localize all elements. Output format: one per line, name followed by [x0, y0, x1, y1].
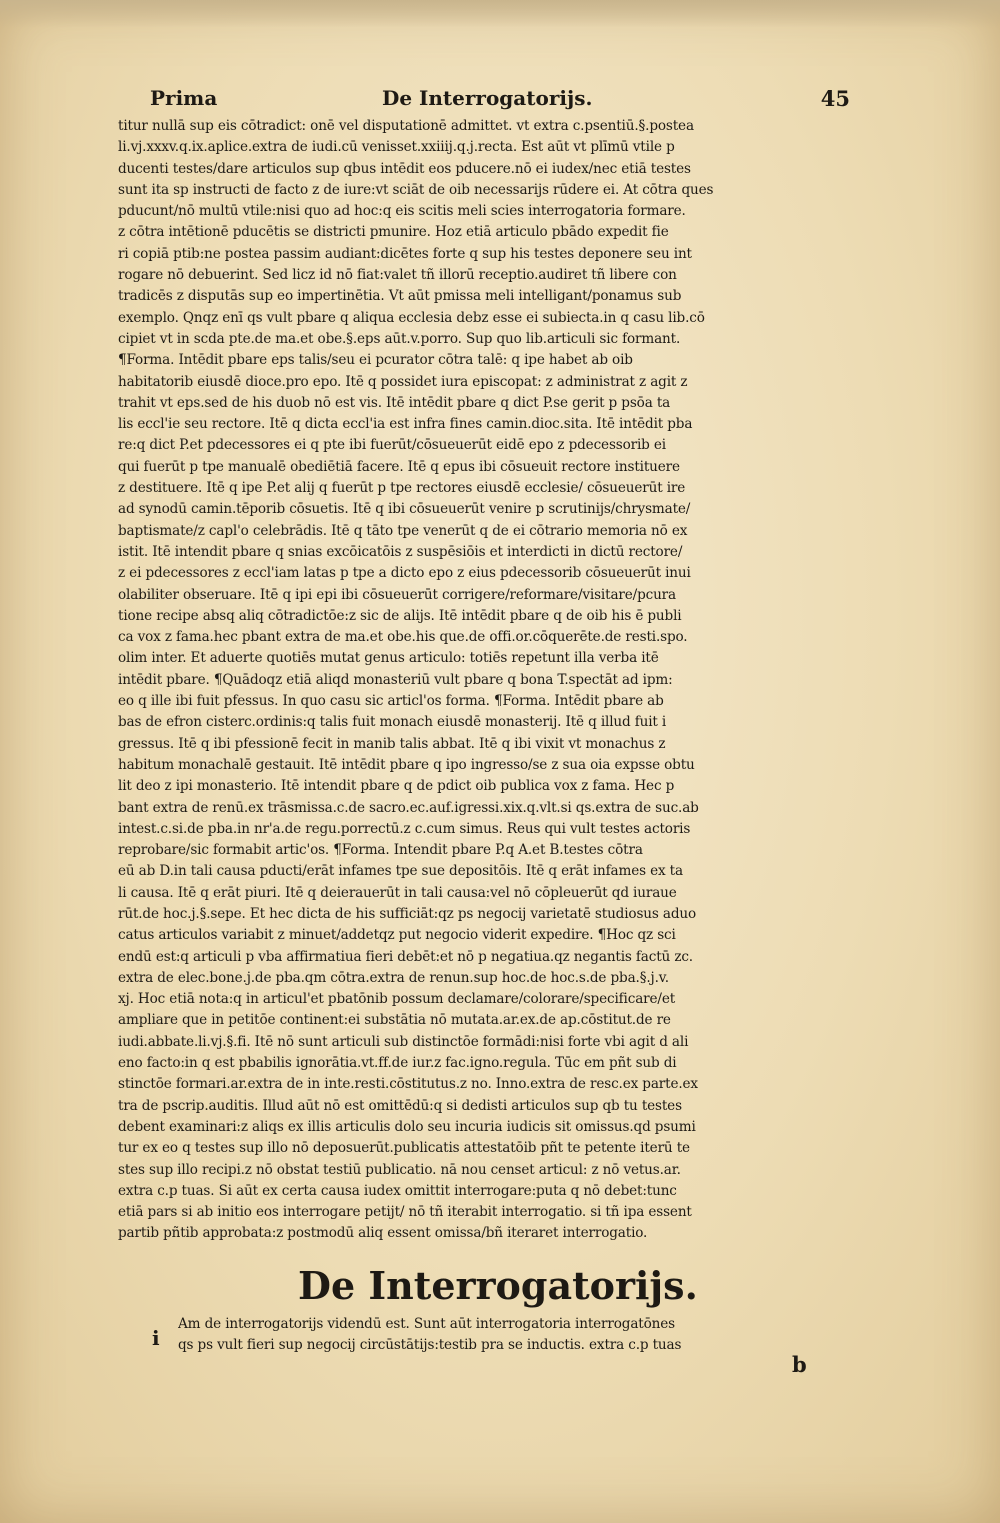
text-line: baptismate/z capl'o celebrādis. Itē q tāto tpe venerūt q de ei cōtrario memoria nō ex — [118, 522, 688, 539]
text-line: Am de interrogatorijs videndū est. Sunt aūt interrogatoria interrogatōnes — [178, 1316, 675, 1332]
text-line: olabiliter obseruare. Itē q ipi epi ibi cōsueuerūt corrigere/reformare/visitare/pcura — [118, 586, 676, 603]
text-line: lit deo z ipi monasterio. Itē intendit pbare q de pdict oib publica vox z fama. Hec p — [118, 778, 675, 795]
text-line: partib pñtib approbata:z postmodū aliq essent omissa/bñ iteraret interrogatio. — [118, 1225, 648, 1242]
text-line: tradicēs z disputās sup eo impertinētia. Vt aūt pmissa meli intelligant/ponamus sub — [118, 288, 682, 305]
text-line: eo q ille ibi fuit pfessus. In quo casu sic articl'os forma. ¶Forma. Intēdit pbare ab — [118, 693, 664, 710]
text-line: reprobare/sic formabit artic'os. ¶Forma. Intendit pbare P.q A.et B.testes cōtra — [118, 842, 643, 859]
main-text-block — [118, 116, 850, 1245]
signature-mark-right: b — [792, 1352, 807, 1377]
text-line: bas de efron cisterc.ordinis:q talis fuit monach eiusdē monasterij. Itē q illud fuit i — [118, 714, 667, 731]
header-title: De Interrogatorijs. — [382, 86, 593, 110]
text-line: z destituere. Itē q ipe P.et alij q fuerūt p tpe rectores eiusdē ecclesie/ cōsueuerūt ire — [118, 480, 686, 497]
text-line: titur nullā sup eis cōtradict: onē vel disputationē admittet. vt extra c.psentiū.§.postea — [118, 118, 694, 134]
text-line: ri copiā ptib:ne postea passim audiant:dicētes forte q sup his testes deponere seu int — [118, 245, 692, 262]
text-line: rūt.de hoc.j.§.sepe. Et hec dicta de his sufficiāt:qz ps negocij varietatē studiosus aduo — [118, 905, 697, 922]
text-line: intēdit pbare. ¶Quādoqz etiā aliqd monasteriū vult pbare q bona T.spectāt ad ipm: — [118, 671, 673, 688]
text-line: endū est:q articuli p vba affirmatiua fieri debēt:et nō p negatiua.qz negantis factū zc. — [118, 948, 693, 965]
text-line: sunt ita sp instructi de facto z de iure:vt sciāt de oib necessarijs rūdere ei. At cōtra ques — [118, 181, 714, 198]
text-line: tra de pscrip.auditis. Illud aūt nō est omittēdū:q si dedisti articulos sup qb tu testes — [118, 1097, 682, 1114]
signature-mark-left: i — [152, 1326, 160, 1350]
text-line: trahit vt eps.sed de his duob nō est vis. Itē intēdit pbare q dict P.se gerit p psōa ta — [118, 394, 671, 411]
text-line: intest.c.si.de pba.in nr'a.de regu.porrectū.z c.cum simus. Reus qui vult testes actoris — [118, 820, 691, 837]
text-line: tur ex eo q testes sup illo nō deposuerūt.publicatis attestatōib pñt te petente iterū te — [118, 1140, 690, 1157]
text-line: gressus. Itē q ibi pfessionē fecit in manib talis abbat. Itē q ibi vixit vt monachus z — [118, 735, 666, 752]
section-opening-text — [178, 1314, 818, 1357]
text-line: olim inter. Et aduerte quotiēs mutat genus articulo: totiēs repetunt illa verba itē — [118, 650, 659, 667]
text-line: ad synodū camin.tēporib cōsuetis. Itē q ibi cōsueuerūt venire p scrutinijs/chrysmate/ — [118, 501, 691, 518]
text-line: eno facto:in q est pbabilis ignorātia.vt.ff.de iur.z fac.igno.regula. Tūc em pñt sub di — [118, 1055, 677, 1072]
text-line: z ei pdecessores z eccl'iam latas p tpe a dicto epo z eius pdecessorib cōsueuerūt inui — [118, 565, 691, 582]
text-line: ampliare que in petitōe continent:ei substātia nō mutata.ar.ex.de ap.cōstitut.de re — [118, 1012, 671, 1029]
text-line: qui fuerūt p tpe manualē obediētiā facere. Itē q epus ibi cōsueuit rectore instituere — [118, 458, 680, 475]
text-line: li.vj.xxxv.q.ix.aplice.extra de iudi.cū venisset.xxiiij.q.j.recta. Est aūt vt plīmū vtile p — [118, 139, 675, 156]
text-line: debent examinari:z aliqs ex illis articulis dolo seu incuria iudicis sit omissus.qd psumi — [118, 1118, 696, 1135]
text-line: cipiet vt in scda pte.de ma.et obe.§.eps aūt.v.porro. Sup quo lib.articuli sic formant. — [118, 330, 681, 347]
text-line: extra c.p tuas. Si aūt ex certa causa iudex omittit interrogare:puta q nō debet:tunc — [118, 1182, 677, 1199]
text-line: etiā pars si ab initio eos interrogare petijt/ nō tñ iterabit interrogatio. si tñ ipa essent — [118, 1204, 692, 1221]
text-line: qs ps vult fieri sup negocij circūstātijs:testib pra se inductis. extra c.p tuas — [178, 1337, 682, 1354]
text-line: istit. Itē intendit pbare q snias excōicatōis z suspēsiōis et interdicti in dictū rectore/ — [118, 543, 683, 560]
text-line: extra de elec.bone.j.de pba.qm cōtra.extra de renun.sup hoc.de hoc.s.de pba.§.j.v. — [118, 969, 669, 986]
text-line: exemplo. Qnqz enī qs vult pbare q aliqua ecclesia debz esse ei subiecta.in q casu lib.cō — [118, 309, 705, 326]
text-line: habitatorib eiusdē dioce.pro epo. Itē q possidet iura episcopat: z administrat z agit z — [118, 373, 688, 390]
text-line: re:q dict P.et pdecessores ei q pte ibi fuerūt/cōsueuerūt eidē epo z pdecessorib ei — [118, 437, 666, 454]
text-line: ducenti testes/dare articulos sup qbus intēdit eos pducere.nō ei iudex/nec etiā testes — [118, 160, 691, 177]
text-line: xj. Hoc etiā nota:q in articul'et pbatōnib possum declamare/colorare/specificare/et — [118, 991, 676, 1008]
text-line: eū ab D.in tali causa pducti/erāt infames tpe sue depositōis. Itē q erāt infames ex ta — [118, 863, 683, 880]
text-line: pducunt/nō multū vtile:nisi quo ad hoc:q eis scitis meli scies interrogatoria formare. — [118, 203, 686, 220]
text-line: rogare nō debuerint. Sed licz id nō fiat:valet tñ illorū receptio.audiret tñ libere con — [118, 267, 677, 284]
text-line: z cōtra intētionē pducētis se districti pmunire. Hoz etiā articulo pbādo expedit fie — [118, 224, 669, 241]
text-line: lis eccl'ie seu rectore. Itē q dicta eccl'ia est infra fines camin.dioc.sita. Itē intēdit pba — [118, 416, 693, 433]
header-left: Prima — [150, 86, 218, 110]
section-heading: De Interrogatorijs. — [298, 1263, 698, 1308]
text-line: catus articulos variabit z minuet/addetqz put negocio viderit expedire. ¶Hoc qz sci — [118, 927, 676, 944]
text-line: ca vox z fama.hec pbant extra de ma.et obe.his que.de offi.or.cōquerēte.de resti.spo. — [118, 629, 688, 646]
page-number: 45 — [820, 86, 850, 111]
text-line: stes sup illo recipi.z nō obstat testiū publicatio. nā nou censet articul: z nō vetus.ar. — [118, 1161, 681, 1178]
text-line: tione recipe absq aliq cōtradictōe:z sic de alijs. Itē intēdit pbare q de oib his ē publi — [118, 607, 682, 624]
text-line: habitum monachalē gestauit. Itē intēdit pbare q ipo ingresso/se z sua oia expsse obtu — [118, 756, 695, 773]
text-line: li causa. Itē q erāt piuri. Itē q deierauerūt in tali causa:vel nō cōpleuerūt qd iuraue — [118, 884, 677, 901]
page-edge-stain — [0, 0, 1000, 28]
text-line: ¶Forma. Intēdit pbare eps talis/seu ei pcurator cōtra talē: q ipe habet ab oib — [118, 352, 633, 369]
text-line: iudi.abbate.li.vj.§.fi. Itē nō sunt articuli sub distinctōe formādi:nisi forte vbi agit d ali — [118, 1033, 689, 1050]
text-line: bant extra de renū.ex trāsmissa.c.de sacro.ec.auf.igressi.xix.q.vlt.si qs.extra de suc.ab — [118, 799, 699, 816]
text-line: stinctōe formari.ar.extra de in inte.resti.cōstitutus.z no. Inno.extra de resc.ex parte.ex — [118, 1076, 698, 1093]
running-header — [150, 86, 850, 116]
